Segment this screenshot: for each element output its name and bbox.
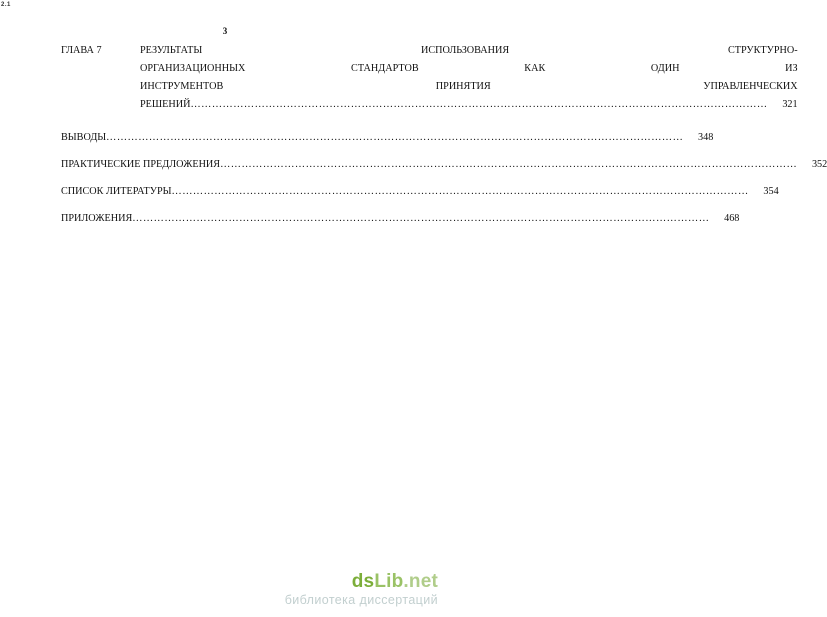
logo-part: .net <box>403 571 438 592</box>
chapter-title-last-line <box>140 96 798 114</box>
page-ref: 352 <box>811 159 827 170</box>
chapter-title-line: РЕЗУЛЬТАТЫ ИСПОЛЬЗОВАНИЯ СТРУКТУРНО- <box>140 45 798 56</box>
toc-entry-conclusions <box>61 129 714 147</box>
logo-part: ds <box>351 571 375 592</box>
page-number: 3 <box>222 26 228 36</box>
toc-entry-practical-proposals <box>61 156 827 174</box>
toc-entry-appendices <box>61 210 740 228</box>
chapter-title-line: ИНСТРУМЕНТОВ ПРИНЯТИЯ УПРАВЛЕНЧЕСКИХ <box>140 81 798 92</box>
dot-leader: ……………………………………………………………………………………………………………………………………………… <box>106 132 684 143</box>
table-of-contents <box>61 42 827 228</box>
logo-part: Lib <box>374 571 404 592</box>
chapter-title-line: ОРГАНИЗАЦИОННЫХ СТАНДАРТОВ КАК ОДИН ИЗ <box>140 63 798 74</box>
dslib-watermark <box>285 572 438 608</box>
page-ref: 354 <box>763 186 779 197</box>
page-ref: 468 <box>724 213 740 224</box>
page-ref: 321 <box>782 99 798 110</box>
dot-leader: ……………………………………………………………………………………………………………………………………………… <box>220 159 798 170</box>
dot-leader: ……………………………………………………………………………………………………………………………………………… <box>171 186 749 197</box>
toc-chapter-7 <box>61 42 798 114</box>
chapter-title-line: РЕШЕНИЙ <box>140 99 191 110</box>
toc-entry-title: ВЫВОДЫ <box>61 132 107 143</box>
corner-mark: 2.1 <box>1 2 11 8</box>
toc-entry-title: СПИСОК ЛИТЕРАТУРЫ <box>61 186 172 197</box>
toc-entry-references <box>61 183 779 201</box>
dslib-logo <box>285 572 438 592</box>
watermark-subtitle: библиотека диссертаций <box>284 593 438 607</box>
dot-leader: ……………………………………………………………………………………………………………………………………………… <box>132 213 710 224</box>
chapter-title <box>140 42 798 114</box>
toc-entry-title: ПРАКТИЧЕСКИЕ ПРЕДЛОЖЕНИЯ <box>61 159 221 170</box>
toc-entry-title: ПРИЛОЖЕНИЯ <box>61 213 133 224</box>
dot-leader: ……………………………………………………………………………………………………………………………………………… <box>190 99 768 110</box>
page-ref: 348 <box>698 132 714 143</box>
chapter-label: ГЛАВА 7 <box>61 45 102 56</box>
